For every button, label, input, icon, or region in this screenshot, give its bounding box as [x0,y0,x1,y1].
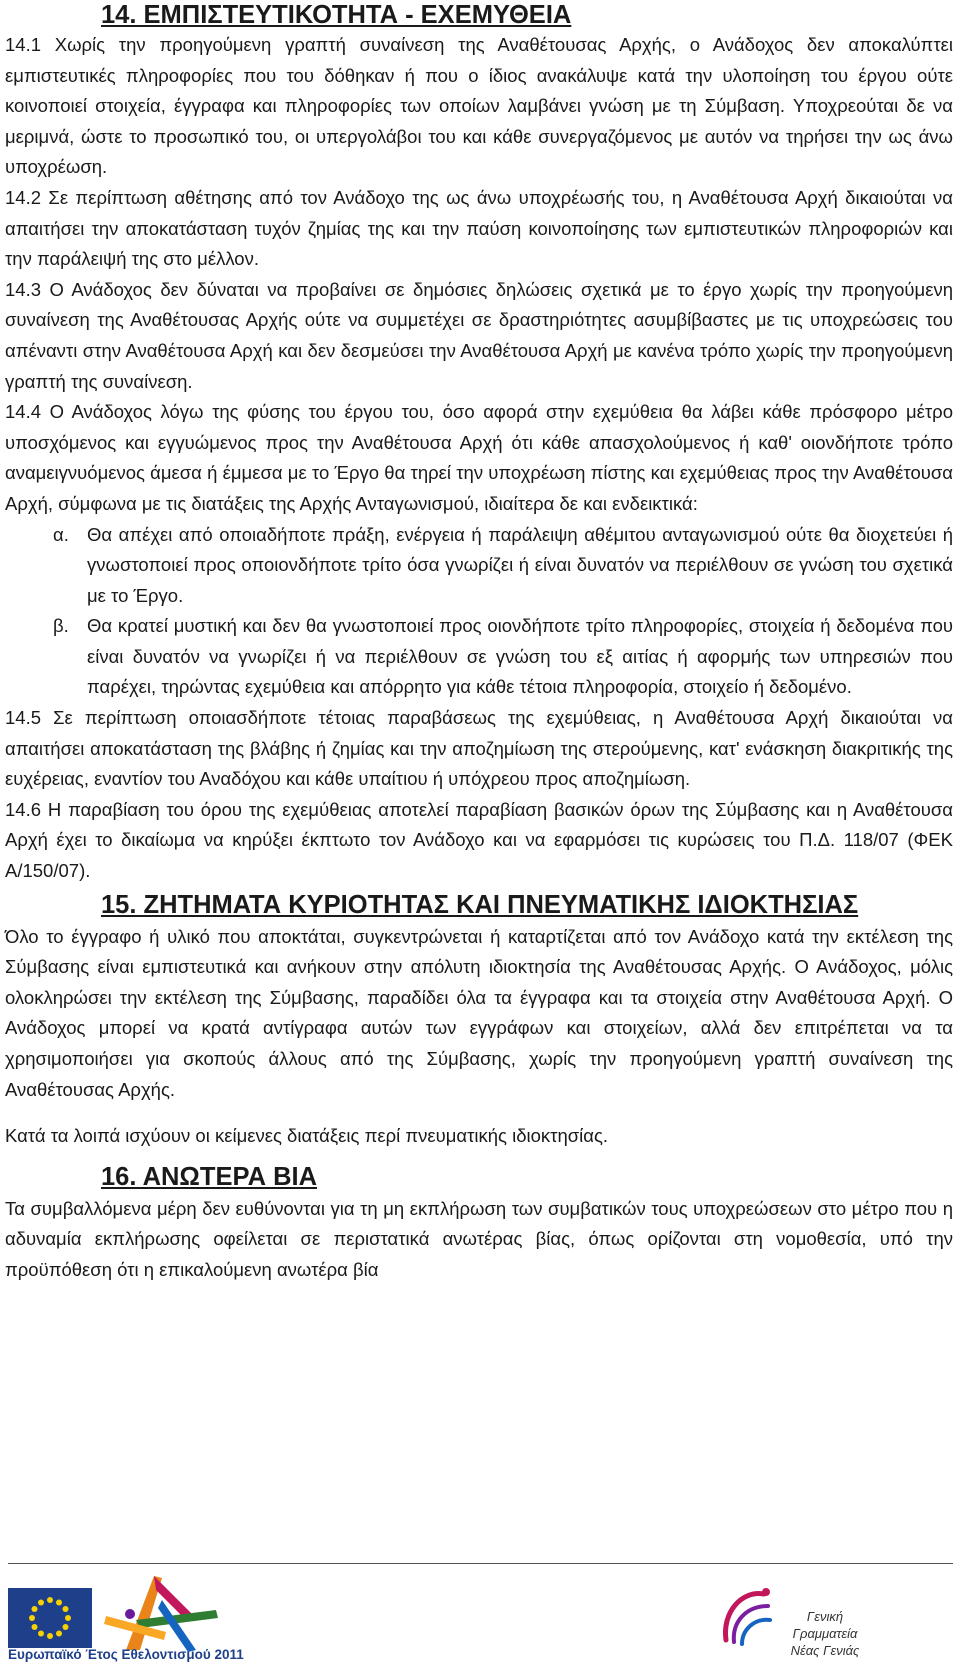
paragraph-15-1: Όλο το έγγραφο ή υλικό που αποκτάται, συγκεντρώνεται ή καταρτίζεται από τον Ανάδοχο κατά την εκτέλεση της Σύμβασης είναι εμπιστευτικά και ανήκουν στην απόλυτη ιδιοκτησία της Αναθέτουσας Αρχής. Ο Ανάδοχος, μόλις ολοκληρώσει την εκτέλεση της Σύμβασης, παραδίδει όλα τα έγγραφα και τα στοιχεία στην Αναθέτουσα Αρχή. Ο Ανάδοχος μπορεί να κρατά αντίγραφα αυτών των εγγράφων και στοιχείων, αλλά δεν επιτρέπεται να τα χρησιμοποιήσει για σκοπούς άλλους από της Σύμβασης, χωρίς την προηγούμενη γραπτή συναίνεση της Αναθέτουσας Αρχής. [5,925,953,1100]
list-item [5,611,953,703]
paragraph-14-6: 14.6 Η παραβίαση του όρου της εχεμύθειας αποτελεί παραβίαση βασικών όρων της Σύμβασης και η Αναθέτουσα Αρχή έχει το δικαίωμα να κηρύξει έκπτωτο τον Ανάδοχο και να εφαρμόσει τις κυρώσεις του Π.Δ. 118/07 (ΦΕΚ Α/150/07). [5,798,953,882]
paragraph-15-2: Κατά τα λοιπά ισχύουν οι κείμενες διατάξεις περί πνευματικής ιδιοκτησίας. [5,1125,609,1147]
youth-secretariat-logo-icon [712,1582,782,1652]
volunteering-year-logo-icon [96,1570,224,1654]
paragraph-14-5: 14.5 Σε περίπτωση οποιασδήποτε τέτοιας παραβάσεως της εχεμύθειας, η Αναθέτουσα Αρχή δικαιούται να απαιτήσει αποκατάσταση της βλάβης ή ζημίας και την αποζημίωση της στερούμενης, κατ' ενάσκηση διακριτικής της ευχέρειας, εναντίον του Αναδόχου και κάθε υπαίτιου ή υπόχρεου προς αποζημίωση. [5,707,953,790]
document-body [5,0,953,1286]
section-14-heading: 14. ΕΜΠΙΣΤΕΥΤΙΚΟΤΗΤΑ - ΕΧΕΜΥΘΕΙΑ [101,1,572,29]
paragraph-14-3: 14.3 Ο Ανάδοχος δεν δύναται να προβαίνει σε δημόσιες δηλώσεις σχετικά με το έργο χωρίς την προηγούμενη συναίνεση της Αναθέτουσας Αρχής ούτε να συμμετέχει σε δραστηριότητες ασυμβίβαστες με τις υποχρεώσεις του απέναντι στην Αναθέτουσα Αρχή και δεν δεσμεύσει την Αναθέτουσα Αρχή με κανένα τρόπο χωρίς την προηγούμενη γραπτή της συναίνεση. [5,278,953,392]
list-item [5,520,953,612]
paragraph-14-4: 14.4 Ο Ανάδοχος λόγω της φύσης του έργου του, όσο αφορά στην εχεμύθεια θα λάβει κάθε πρόσφορο μέτρο υποσχόμενος και εγγυώμενος προς την Αναθέτουσα Αρχή ότι κάθε απασχολούμενος ή καθ' οιονδήποτε τρόπο αναμειγνυόμενος άμεσα ή έμμεσα με το Έργο θα τηρεί την υποχρέωση πίστης και εχεμύθειας προς την Αναθέτουσα Αρχή, σύμφωνα με τις διατάξεις της Αρχής Ανταγωνισμού, ιδιαίτερα δε και ενδεικτικά: [5,401,953,514]
youth-secretariat-caption [780,1608,870,1659]
section-16-heading: 16. ΑΝΩΤΕΡΑ ΒΙΑ [101,1162,317,1191]
eu-caption: Ευρωπαϊκό Έτος Εθελοντισμού 2011 [8,1647,244,1662]
list-item-text: Θα κρατεί μυστική και δεν θα γνωστοποιεί προς οιονδήποτε τρίτο πληροφορίες, στοιχεία ή δεδομένα που είναι δυνατόν να γνωρίζει ή να περιέλθουν σε γνώση του εξ αιτίας ή αφορμής των υπηρεσιών που παρέχει, τηρώντας εχεμύθεια και απόρρητο για κάθε τέτοια πληροφορία, στοιχείο ή δεδομένο. [87,615,953,698]
paragraph-14-2: 14.2 Σε περίπτωση αθέτησης από τον Ανάδοχο της ως άνω υποχρέωσής του, η Αναθέτουσα Αρχή δικαιούται να απαιτήσει την αποκατάσταση τυχόν ζημίας της και την παύση κοινοποίησης των εμπιστευτικών πληροφοριών και την παράλειψή της στο μέλλον. [5,186,953,270]
section-15-heading: 15. ΖΗΤΗΜΑΤΑ ΚΥΡΙΟΤΗΤΑΣ ΚΑΙ ΠΝΕΥΜΑΤΙΚΗΣ ΙΔΙΟΚΤΗΣΙΑΣ [101,890,859,919]
youth-secretariat-line2: Νέας Γενιάς [790,1643,860,1658]
eu-flag-icon [8,1588,92,1648]
paragraph-14-1: 14.1 Χωρίς την προηγούμενη γραπτή συναίνεση της Αναθέτουσας Αρχής, ο Ανάδοχος δεν αποκαλύπτει εμπιστευτικές πληροφορίες που του δόθηκαν ή που ο ίδιος ανακάλυψε κατά την υλοποίηση του έργου ούτε κοινοποιεί στοιχεία, έγγραφα και πληροφορίες των οποίων λαμβάνει γνώση με τη Σύμβαση. Υποχρεούται δε να μεριμνά, ώστε το προσωπικό του, οι υπεργολάβοι του και κάθε συνεργαζόμενος με αυτόν να τηρήσει την ως άνω υποχρέωση. [5,34,953,178]
paragraph-16-1: Τα συμβαλλόμενα μέρη δεν ευθύνονται για τη μη εκπλήρωση των συμβατικών τους υποχρεώσεων στο μέτρο που η αδυναμία εκπλήρωσης οφείλεται σε περιστατικά ανωτέρας βίας, όπως ορίζονται στη νομοθεσία, υπό την προϋπόθεση ότι η επικαλούμενη ανωτέρα βία [5,1197,953,1280]
youth-secretariat-line1: Γενική Γραμματεία [792,1609,858,1641]
confidentiality-list [5,520,953,704]
list-marker: β. [53,615,69,637]
list-item-text: Θα απέχει από οποιαδήποτε πράξη, ενέργεια ή παράλειψη αθέμιτου ανταγωνισμού ούτε θα διοχετεύει ή γνωστοποιεί προς οποιονδήποτε τρίτο όσα γνωρίζει ή είναι δυνατόν να περιέλθουν σε γνώση του σχετικά με το Έργο. [87,523,953,606]
footer-divider [8,1563,953,1564]
list-marker: α. [53,523,69,545]
